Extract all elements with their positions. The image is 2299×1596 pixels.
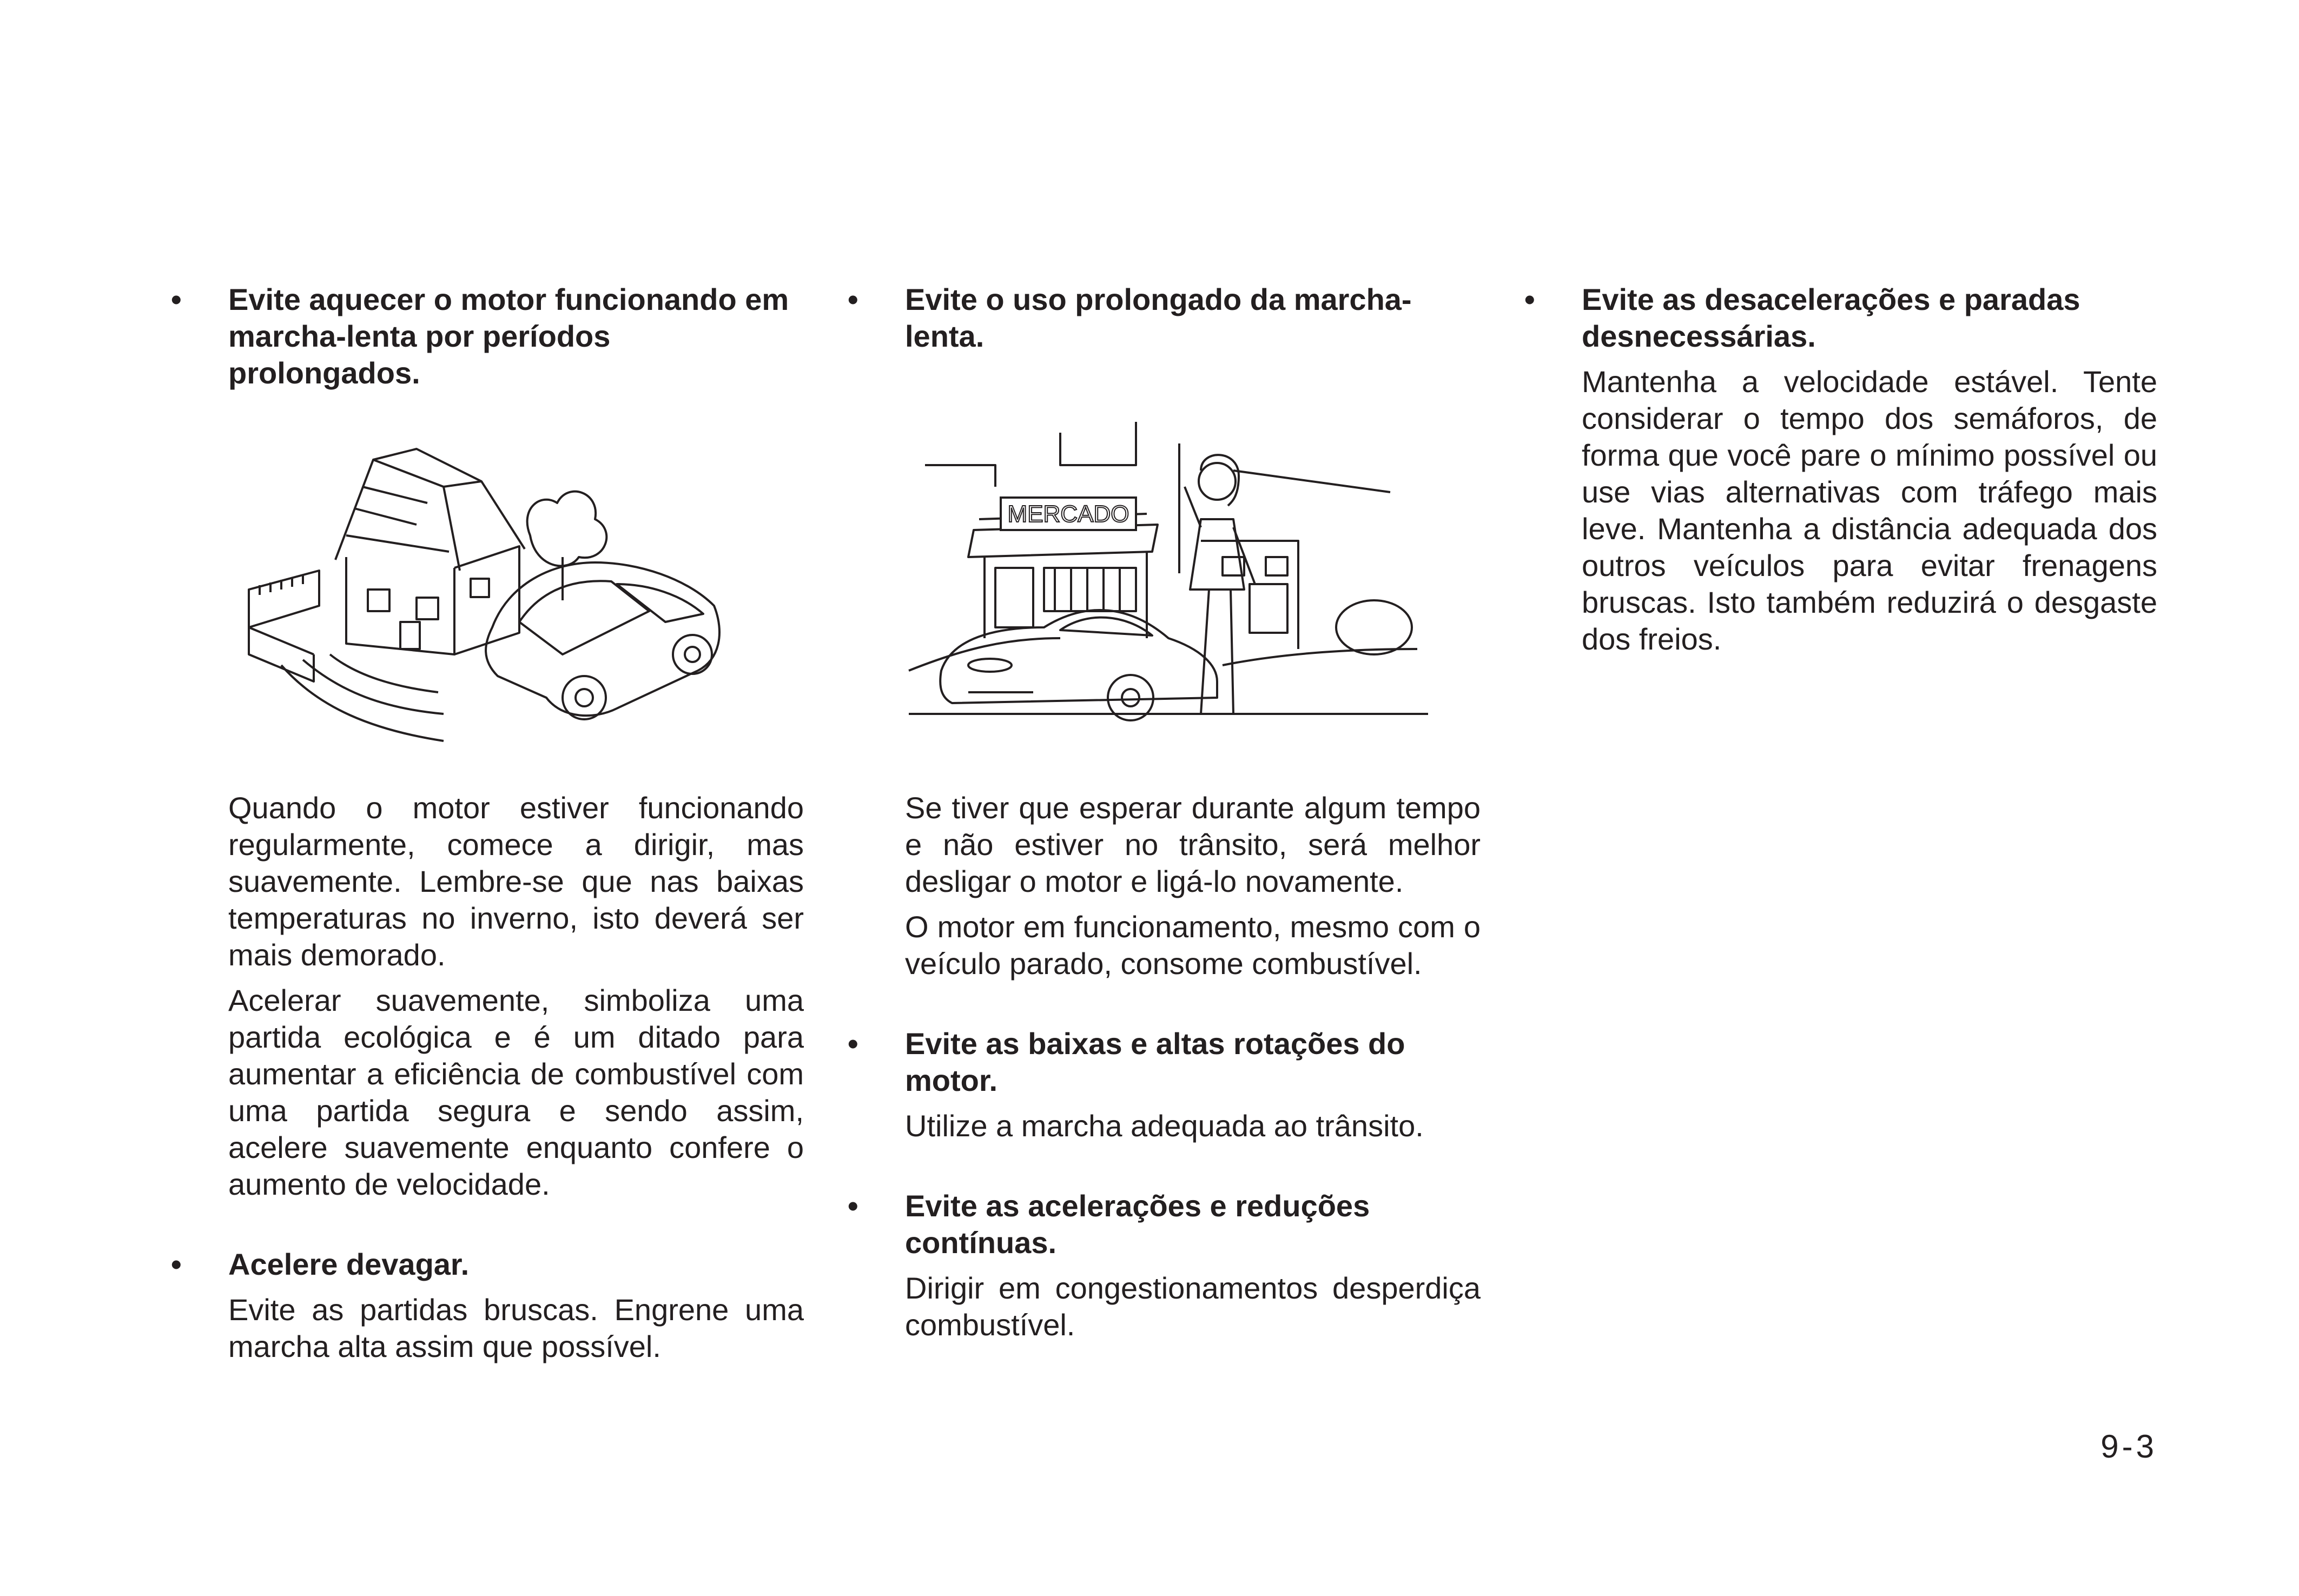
column-3: [1524, 281, 2157, 658]
bullet-prolonged-idle: [848, 281, 1481, 355]
bullet-icon: •: [848, 282, 858, 316]
bullet-icon: •: [848, 1027, 858, 1061]
bullet-continuous-acceleration: [848, 1188, 1481, 1261]
bullet-accelerate-slowly: [171, 1246, 804, 1283]
house-car-illustration: [238, 427, 746, 752]
paragraph-engine-consumes-fuel: O motor em funcionamento, mesmo com o veículo parado, consome combustível.: [905, 910, 1481, 981]
heading-accelerate-slowly: Acelere devagar.: [228, 1247, 470, 1281]
bullet-icon: •: [1524, 282, 1535, 316]
market-sign-text: MERCADO: [1007, 501, 1129, 527]
column-1-lower: [171, 790, 804, 1365]
column-1: [171, 281, 804, 392]
heading-unnecessary-stops: Evite as desacelerações e paradas desnecessárias.: [1582, 282, 2080, 353]
bullet-icon: •: [848, 1189, 858, 1223]
paragraph-turn-off-engine: Se tiver que esperar durante algum tempo e não estiver no trânsito, será melhor desligar o motor e ligá-lo novamente.: [905, 791, 1481, 898]
bullet-engine-rpm: [848, 1025, 1481, 1099]
paragraph-eco-start: Acelerar suavemente, simboliza uma partida ecológica e é um ditado para aumentar a eficiência de combustível com uma partida segura e sendo assim, acelere suavemente enquanto confere o aumento de velocidade.: [228, 983, 804, 1201]
heading-engine-rpm: Evite as baixas e altas rotações do motor.: [905, 1027, 1405, 1097]
heading-idle-warmup: Evite aquecer o motor funcionando em marcha-lenta por períodos prolongados.: [228, 282, 789, 390]
paragraph-avoid-sudden-starts: Evite as partidas bruscas. Engrene uma marcha alta assim que possível.: [228, 1293, 804, 1363]
heading-continuous-acceleration: Evite as acelerações e reduções contínuas.: [905, 1189, 1370, 1260]
market-car-illustration: [898, 411, 1439, 746]
column-2-lower: [848, 790, 1481, 1343]
heading-prolonged-idle: Evite o uso prolongado da marcha-lenta.: [905, 282, 1412, 353]
paragraph-steady-speed: Mantenha a velocidade estável. Tente considerar o tempo dos semáforos, de forma que você pare o mínimo possível ou use vias alternativas com tráfego mais leve. Mantenha a distância adequada dos outros veículos para evitar frenagens bruscas. Isto também reduzirá o desgaste dos freios.: [1582, 365, 2157, 656]
bullet-icon: •: [171, 1247, 182, 1281]
bullet-unnecessary-stops: [1524, 281, 2157, 355]
paragraph-traffic-wastes-fuel: Dirigir em congestionamentos desperdiça combustível.: [905, 1271, 1481, 1342]
page-number: 9-3: [2100, 1428, 2157, 1465]
bullet-idle-warmup: [171, 281, 804, 392]
column-2: [848, 281, 1481, 355]
paragraph-use-proper-gear: Utilize a marcha adequada ao trânsito.: [905, 1109, 1424, 1143]
bullet-icon: •: [171, 282, 182, 316]
paragraph-drive-smoothly: Quando o motor estiver funcionando regularmente, comece a dirigir, mas suavemente. Lembre-se que nas baixas temperaturas no inverno, isto deverá ser mais demorado.: [228, 791, 804, 972]
